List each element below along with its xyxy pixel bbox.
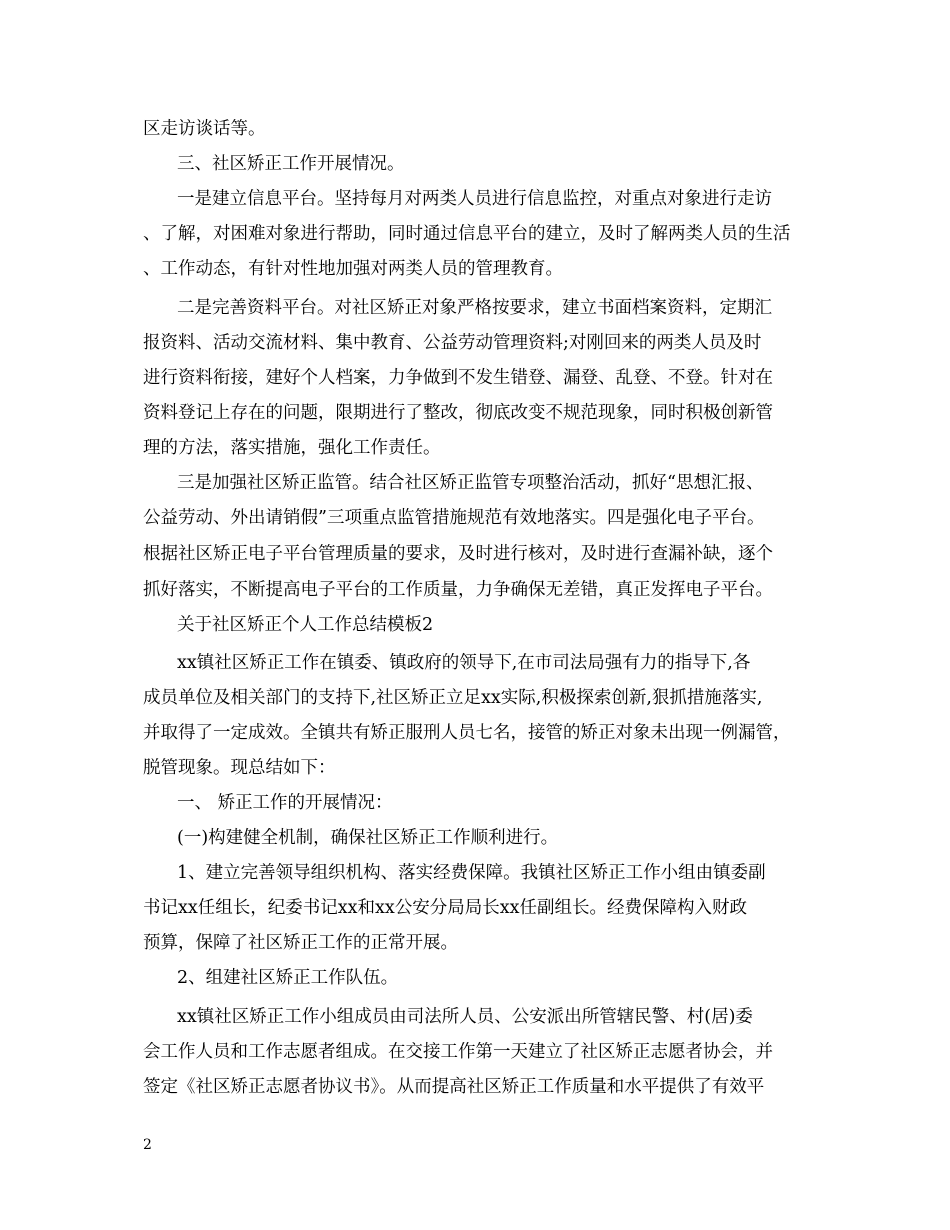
text-line: 预算，保障了社区矫正工作的正常开展。: [143, 933, 458, 953]
text-line: xx镇社区矫正工作在镇委、镇政府的领导下,在市司法局强有力的指导下,各: [177, 653, 751, 673]
text-line: 资料登记上存在的问题，限期进行了整改，彻底改变不规范现象，同时积极创新管: [143, 403, 773, 423]
text-line: 抓好落实，不断提高电子平台的工作质量，力争确保无差错，真正发挥电子平台。: [143, 580, 773, 600]
section-title: 关于社区矫正个人工作总结模板2: [177, 615, 434, 635]
section-heading: 一、 矫正工作的开展情况：: [177, 793, 393, 813]
text-line: 签定《社区矫正志愿者协议书》。从而提高社区矫正工作质量和水平提供了有效平: [143, 1077, 765, 1097]
text-line: 、了解，对困难对象进行帮助，同时通过信息平台的建立，及时了解两类人员的生活: [143, 224, 791, 244]
text-line: 报资料、活动交流材料、集中教育、公益劳动管理资料;对刚回来的两类人员及时: [143, 333, 762, 353]
section-heading: 2、组建社区矫正工作队伍。: [177, 968, 399, 988]
text-line: 三是加强社区矫正监管。结合社区矫正监管专项整治活动，抓好“思想汇报、: [177, 473, 764, 493]
text-line: 理的方法，落实措施，强化工作责任。: [143, 438, 441, 458]
text-line: 书记xx任组长，纪委书记xx和xx公安分局局长xx任副组长。经费保障构入财政: [143, 898, 747, 918]
text-line: xx镇社区矫正工作小组成员由司法所人员、公安派出所管辖民警、村(居)委: [177, 1007, 753, 1027]
text-line: 一是建立信息平台。坚持每月对两类人员进行信息监控，对重点对象进行走访: [177, 189, 772, 209]
section-heading: 三、社区矫正工作开展情况。: [177, 154, 405, 174]
text-line: 公益劳动、外出请销假”三项重点监管措施规范有效地落实。四是强化电子平台。: [143, 508, 765, 528]
page-number: 2: [143, 1137, 152, 1153]
text-line: 并取得了一定成效。全镇共有矫正服刑人员七名，接管的矫正对象未出现一例漏管，: [143, 723, 791, 743]
text-line: 成员单位及相关部门的支持下,社区矫正立足xx实际,积极探索创新,狠抓措施落实,: [143, 688, 763, 708]
text-line: 二是完善资料平台。对社区矫正对象严格按要求，建立书面档案资料，定期汇: [177, 298, 772, 318]
text-line: 进行资料衔接，建好个人档案，力争做到不发生错登、漏登、乱登、不登。针对在: [143, 368, 773, 388]
text-line: 根据社区矫正电子平台管理质量的要求，及时进行核对，及时进行查漏补缺，逐个: [143, 544, 773, 564]
text-line: 会工作人员和工作志愿者组成。在交接工作第一天建立了社区矫正志愿者协会，并: [143, 1042, 773, 1062]
text-line: 区走访谈话等。: [143, 119, 266, 139]
text-line: 、工作动态，有针对性地加强对两类人员的管理教育。: [143, 259, 563, 279]
text-line: 1、建立完善领导组织机构、落实经费保障。我镇社区矫正工作小组由镇委副: [177, 863, 766, 883]
section-heading: (一)构建健全机制，确保社区矫正工作顺利进行。: [177, 828, 559, 848]
text-line: 脱管现象。现总结如下：: [143, 758, 336, 778]
